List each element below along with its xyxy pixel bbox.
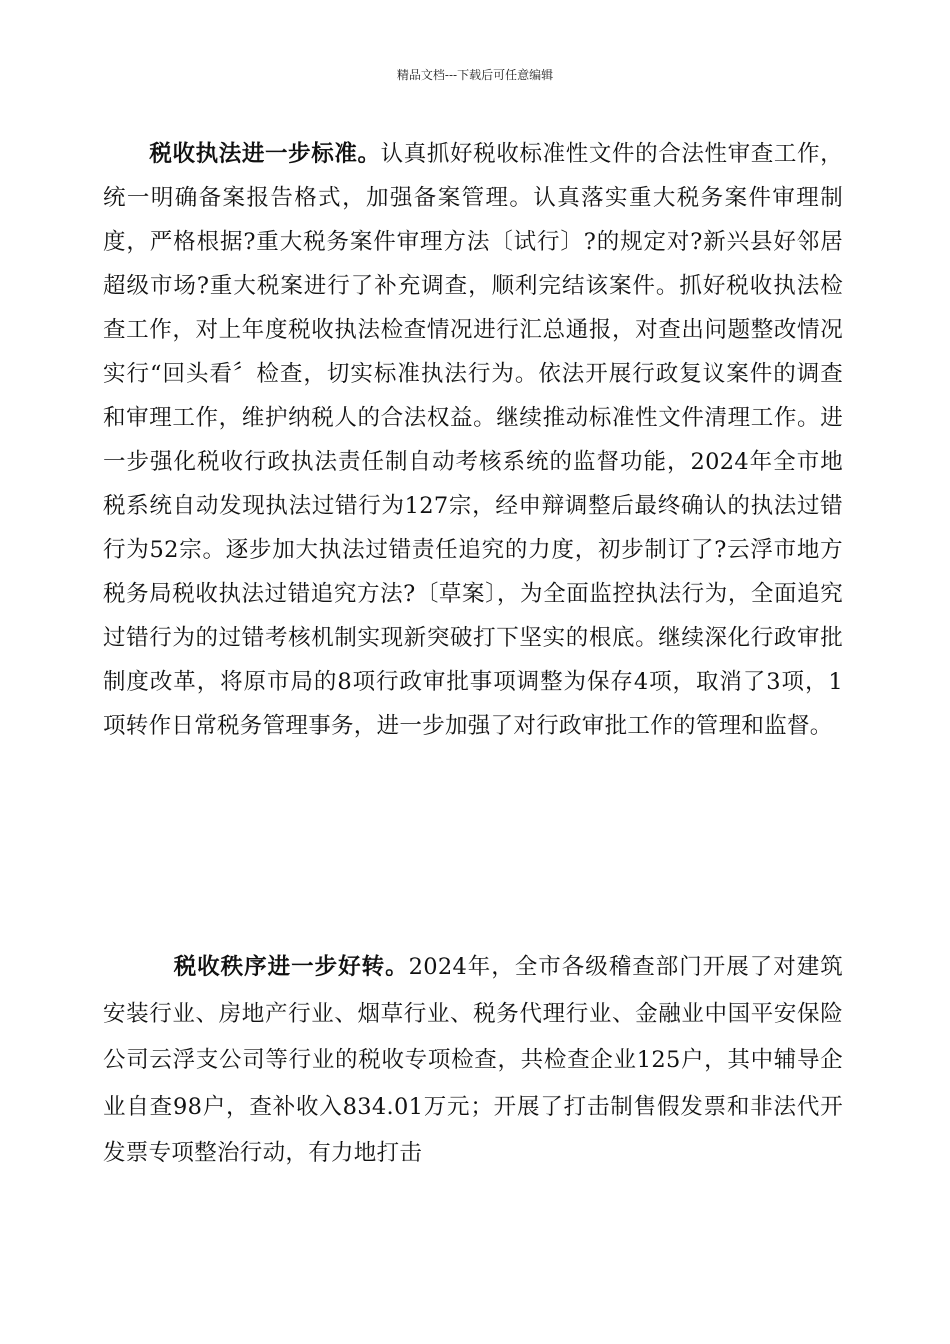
- paragraph-body-text: 认真抓好税收标准性文件的合法性审查工作，统一明确备案报告格式，加强备案管理。认真落实重大税务案件审理制度，严格根据?重大税务案件审理方法〔试行〕?的规定对?新兴县好邻居超级市场?重大税案进行了补充调查，顺利完结该案件。抓好税收执法检查工作，对上年度税收执法检查情况进行汇总通报，对查出问题整改情况实行“回头看〞检查，切实标准执法行为。依法开展行政复议案件的调查和审理工作，维护纳税人的合法权益。继续推动标准性文件清理工作。进一步强化税收行政执法责任制自动考核系统的监督功能，2024年全市地税系统自动发现执法过错行为127宗，经申辩调整后最终确认的执法过错行为52宗。逐步加大执法过错责任追究的力度，初步制订了?云浮市地方税务局税收执法过错追究方法?〔草案〕，为全面监控执法行为，全面追究过错行为的过错考核机制实现新突破打下坚实的根底。继续深化行政审批制度改革，将原市局的8项行政审批事项调整为保存4项，取消了3项，1项转作日常税务管理事务，进一步加强了对行政审批工作的管理和监督。: [103, 141, 843, 739]
- paragraph-tax-order: [103, 944, 843, 1177]
- paragraph-lead-heading: 税收执法进一步标准。: [149, 141, 381, 167]
- paragraph-lead-heading: 税收秩序进一步好转。: [173, 954, 409, 980]
- paragraph-body-text: 2024年，全市各级稽查部门开展了对建筑安装行业、房地产行业、烟草行业、税务代理行业、金融业中国平安保险公司云浮支公司等行业的税收专项检查，共检查企业125户，其中辅导企业自查98户，查补收入834.01万元；开展了打击制售假发票和非法代开发票专项整治行动，有力地打击: [103, 954, 843, 1167]
- page-header: 精品文档---下载后可任意编辑: [396, 68, 554, 82]
- paragraph-tax-enforcement: [103, 132, 843, 748]
